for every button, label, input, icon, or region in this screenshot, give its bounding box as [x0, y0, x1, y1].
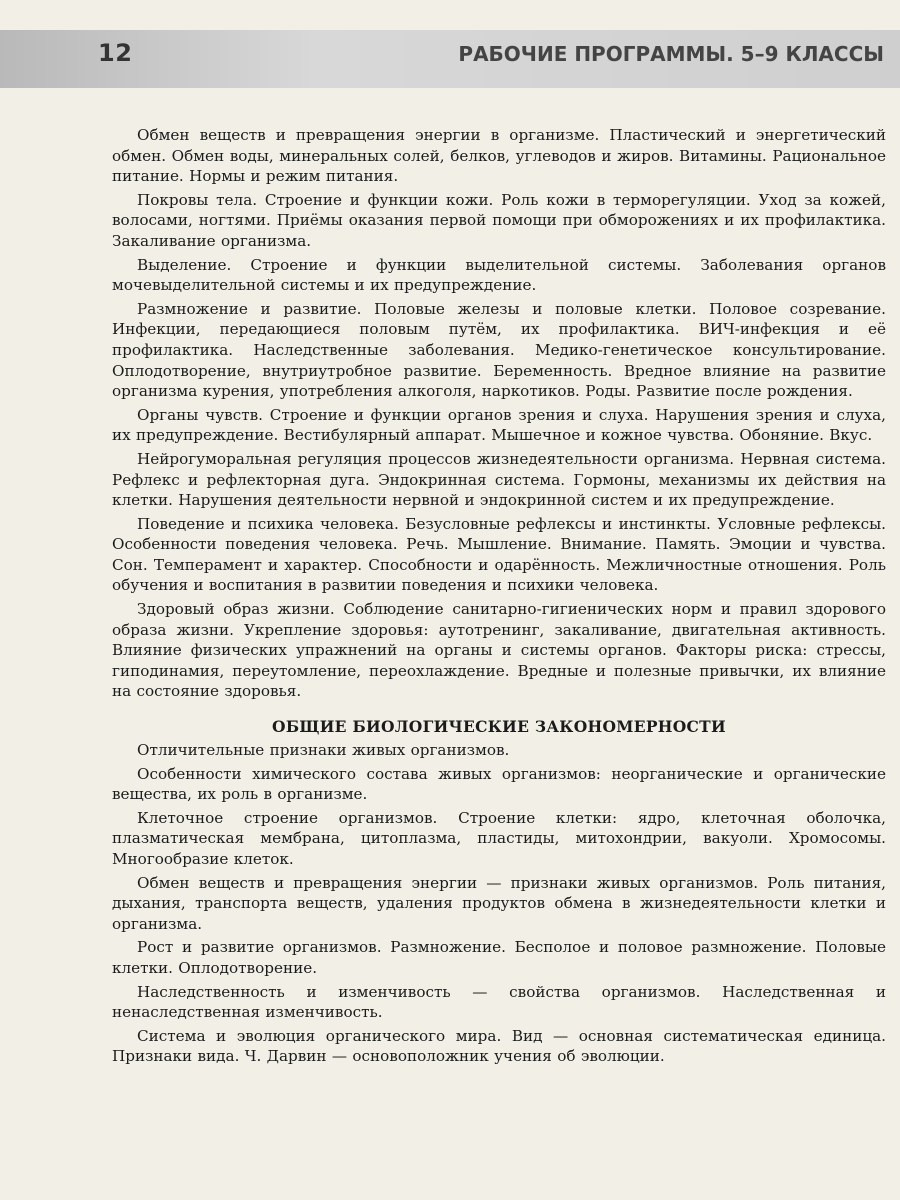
paragraph-senses: Органы чувств. Строение и функции органов зрения и слуха. Нарушения зрения и слуха, их предупреждение. Вестибулярный аппарат. Мышечное и кожное чувства. Обоняние. Вкус. — [112, 405, 886, 445]
paragraph-heredity: Наследственность и изменчивость — свойства организмов. Наследственная и ненаследственная изменчивость. — [112, 982, 886, 1022]
section-title: ОБЩИЕ БИОЛОГИЧЕСКИЕ ЗАКОНОМЕРНОСТИ — [272, 717, 726, 737]
paragraph-regulation: Нейрогуморальная регуляция процессов жизнедеятельности организма. Нервная система. Рефлекс и рефлекторная дуга. Эндокринная система. Гормоны, механизмы их действия на клетки. Нарушения деятельности нервной и эндокринной систем и их предупреждение. — [112, 449, 886, 510]
paragraph-reproduction: Размножение и развитие. Половые железы и половые клетки. Половое созревание. Инфекции, передающиеся половым путём, их профилактика. ВИЧ-инфекция и её профилактика. Наследственные заболевания. Медико-генетическое консультирование. Оплодотворение, внутриутробное развитие. Беременность. Вредное влияние на развитие организма курения, употребления алкоголя, наркотиков. Роды. Развитие после рождения. — [112, 299, 886, 401]
paragraph-cell-structure: Клеточное строение организмов. Строение клетки: ядро, клеточная оболочка, плазматическая мембрана, цитоплазма, пластиды, митохондрии, вакуоли. Хромосомы. Многообразие клеток. — [112, 808, 886, 868]
paragraph-chemistry: Особенности химического состава живых организмов: неорганические и органические вещества, их роль в организме. — [112, 764, 886, 804]
paragraph-skin: Покровы тела. Строение и функции кожи. Роль кожи в терморегуляции. Уход за кожей, волосами, ногтями. Приёмы оказания первой помощи при обморожениях и их профилактика. Закаливание организма. — [112, 190, 886, 250]
paragraph-behavior: Поведение и психика человека. Безусловные рефлексы и инстинкты. Условные рефлексы. Особенности поведения человека. Речь. Мышление. Внимание. Память. Эмоции и чувства. Сон. Темперамент и характер. Способности и одарённость. Межличностные отношения. Роль обучения и воспитания в развитии поведения и психики человека. — [112, 514, 886, 595]
paragraph-energy: Обмен веществ и превращения энергии — признаки живых организмов. Роль питания, дыхания, транспорта веществ, удаления продуктов обмена в жизнедеятельности клетки и организма. — [112, 873, 886, 933]
running-title: РАБОЧИЕ ПРОГРАММЫ. 5–9 КЛАССЫ — [458, 42, 884, 66]
paragraph-evolution: Система и эволюция органического мира. Вид — основная систематическая единица. Признаки вида. Ч. Дарвин — основоположник учения об эволюции. — [112, 1026, 886, 1066]
paragraph-growth: Рост и развитие организмов. Размножение. Бесполое и половое размножение. Половые клетки. Оплодотворение. — [112, 938, 886, 977]
paragraph-living-signs: Отличительные признаки живых организмов. — [137, 741, 510, 760]
paragraph-healthy-lifestyle: Здоровый образ жизни. Соблюдение санитарно-гигиенических норм и правил здорового образа жизни. Укрепление здоровья: аутотренинг, закаливание, двигательная активность. Влияние физических упражнений на органы и системы органов. Факторы риска: стрессы, гиподинамия, переутомление, переохлаждение. Вредные и полезные привычки, их влияние на состояние здоровья. — [112, 600, 886, 701]
page-header — [0, 30, 900, 88]
page-content — [112, 125, 886, 1067]
page-number: 12 — [98, 39, 133, 67]
paragraph-excretion: Выделение. Строение и функции выделительной системы. Заболевания органов мочевыделительной системы и их предупреждение. — [112, 255, 886, 295]
paragraph-metabolism: Обмен веществ и превращения энергии в организме. Пластический и энергетический обмен. Обмен воды, минеральных солей, белков, углеводов и жиров. Витамины. Рациональное питание. Нормы и режим питания. — [112, 126, 886, 186]
